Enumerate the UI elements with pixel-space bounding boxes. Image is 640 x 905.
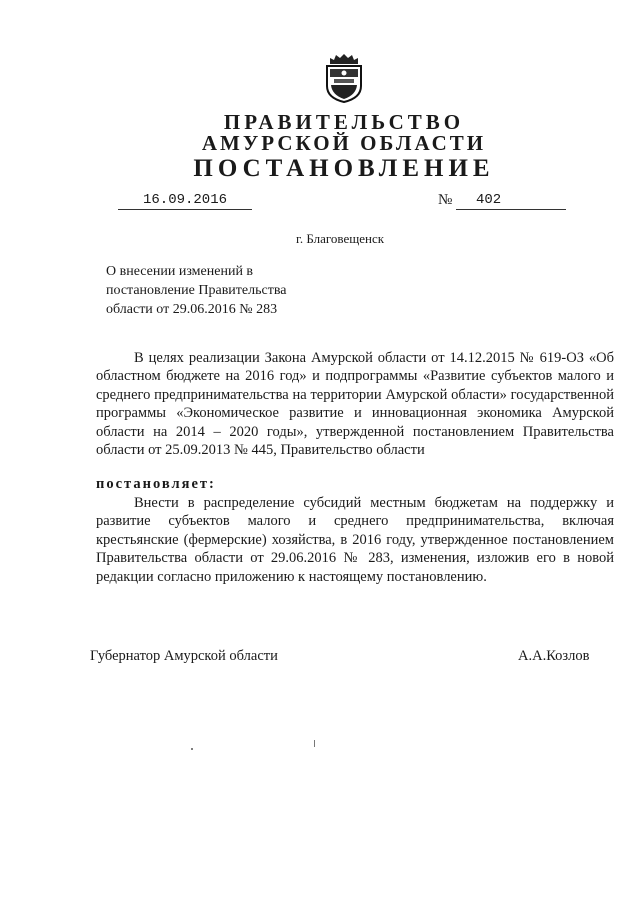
city-name: г. Благовещенск bbox=[295, 231, 385, 246]
scan-mark bbox=[314, 740, 315, 747]
organization-name-line2: АМУРСКОЙ ОБЛАСТИ bbox=[201, 131, 487, 155]
subject-line: области от 29.06.2016 № 283 bbox=[106, 302, 278, 317]
coat-of-arms-emblem bbox=[322, 52, 366, 104]
number-underline bbox=[456, 209, 566, 210]
subject-line: О внесении изменений в bbox=[106, 264, 254, 279]
document-type-title: ПОСТАНОВЛЕНИЕ bbox=[193, 155, 495, 182]
preamble-paragraph bbox=[96, 349, 614, 459]
scan-speck bbox=[191, 748, 193, 750]
document-subject bbox=[106, 262, 286, 319]
number-label: № bbox=[438, 192, 453, 208]
signatory-title: Губернатор Амурской области bbox=[90, 648, 278, 664]
subject-line: постановление Правительства bbox=[106, 283, 287, 298]
document-date: 16.09.2016 bbox=[143, 192, 228, 208]
document-number: 402 bbox=[476, 192, 502, 208]
preamble-text: В целях реализации Закона Амурской области от 14.12.2015 № 619-ОЗ «Об областном бюджете на 2016 год» и подпрограммы «Развитие субъектов малого и среднего предпринимательства на территории Амурской области» государственной программы «Экономическое развитие и инновационная экономика Амурской области на 2014 – 2020 годы», утвержденной постановлением Правительства области от 25.09.2013 № 445, Правительство области bbox=[96, 350, 614, 459]
resolution-paragraph bbox=[96, 494, 614, 586]
organization-name-line1: ПРАВИТЕЛЬСТВО bbox=[223, 110, 465, 134]
decree-word: постановляет: bbox=[96, 476, 216, 492]
resolution-text: Внести в распределение субсидий местным бюджетам на поддержку и развитие субъектов малого и среднего предпринимательства, включая крестьянские (фермерские) хозяйства, в 2016 году, утвержденное постановлением Правительства области от 29.06.2016 № 283, изменения, изложив его в новой редакции согласно приложению к настоящему постановлению. bbox=[96, 495, 614, 585]
date-underline bbox=[118, 209, 252, 210]
signatory-name: А.А.Козлов bbox=[518, 648, 590, 664]
